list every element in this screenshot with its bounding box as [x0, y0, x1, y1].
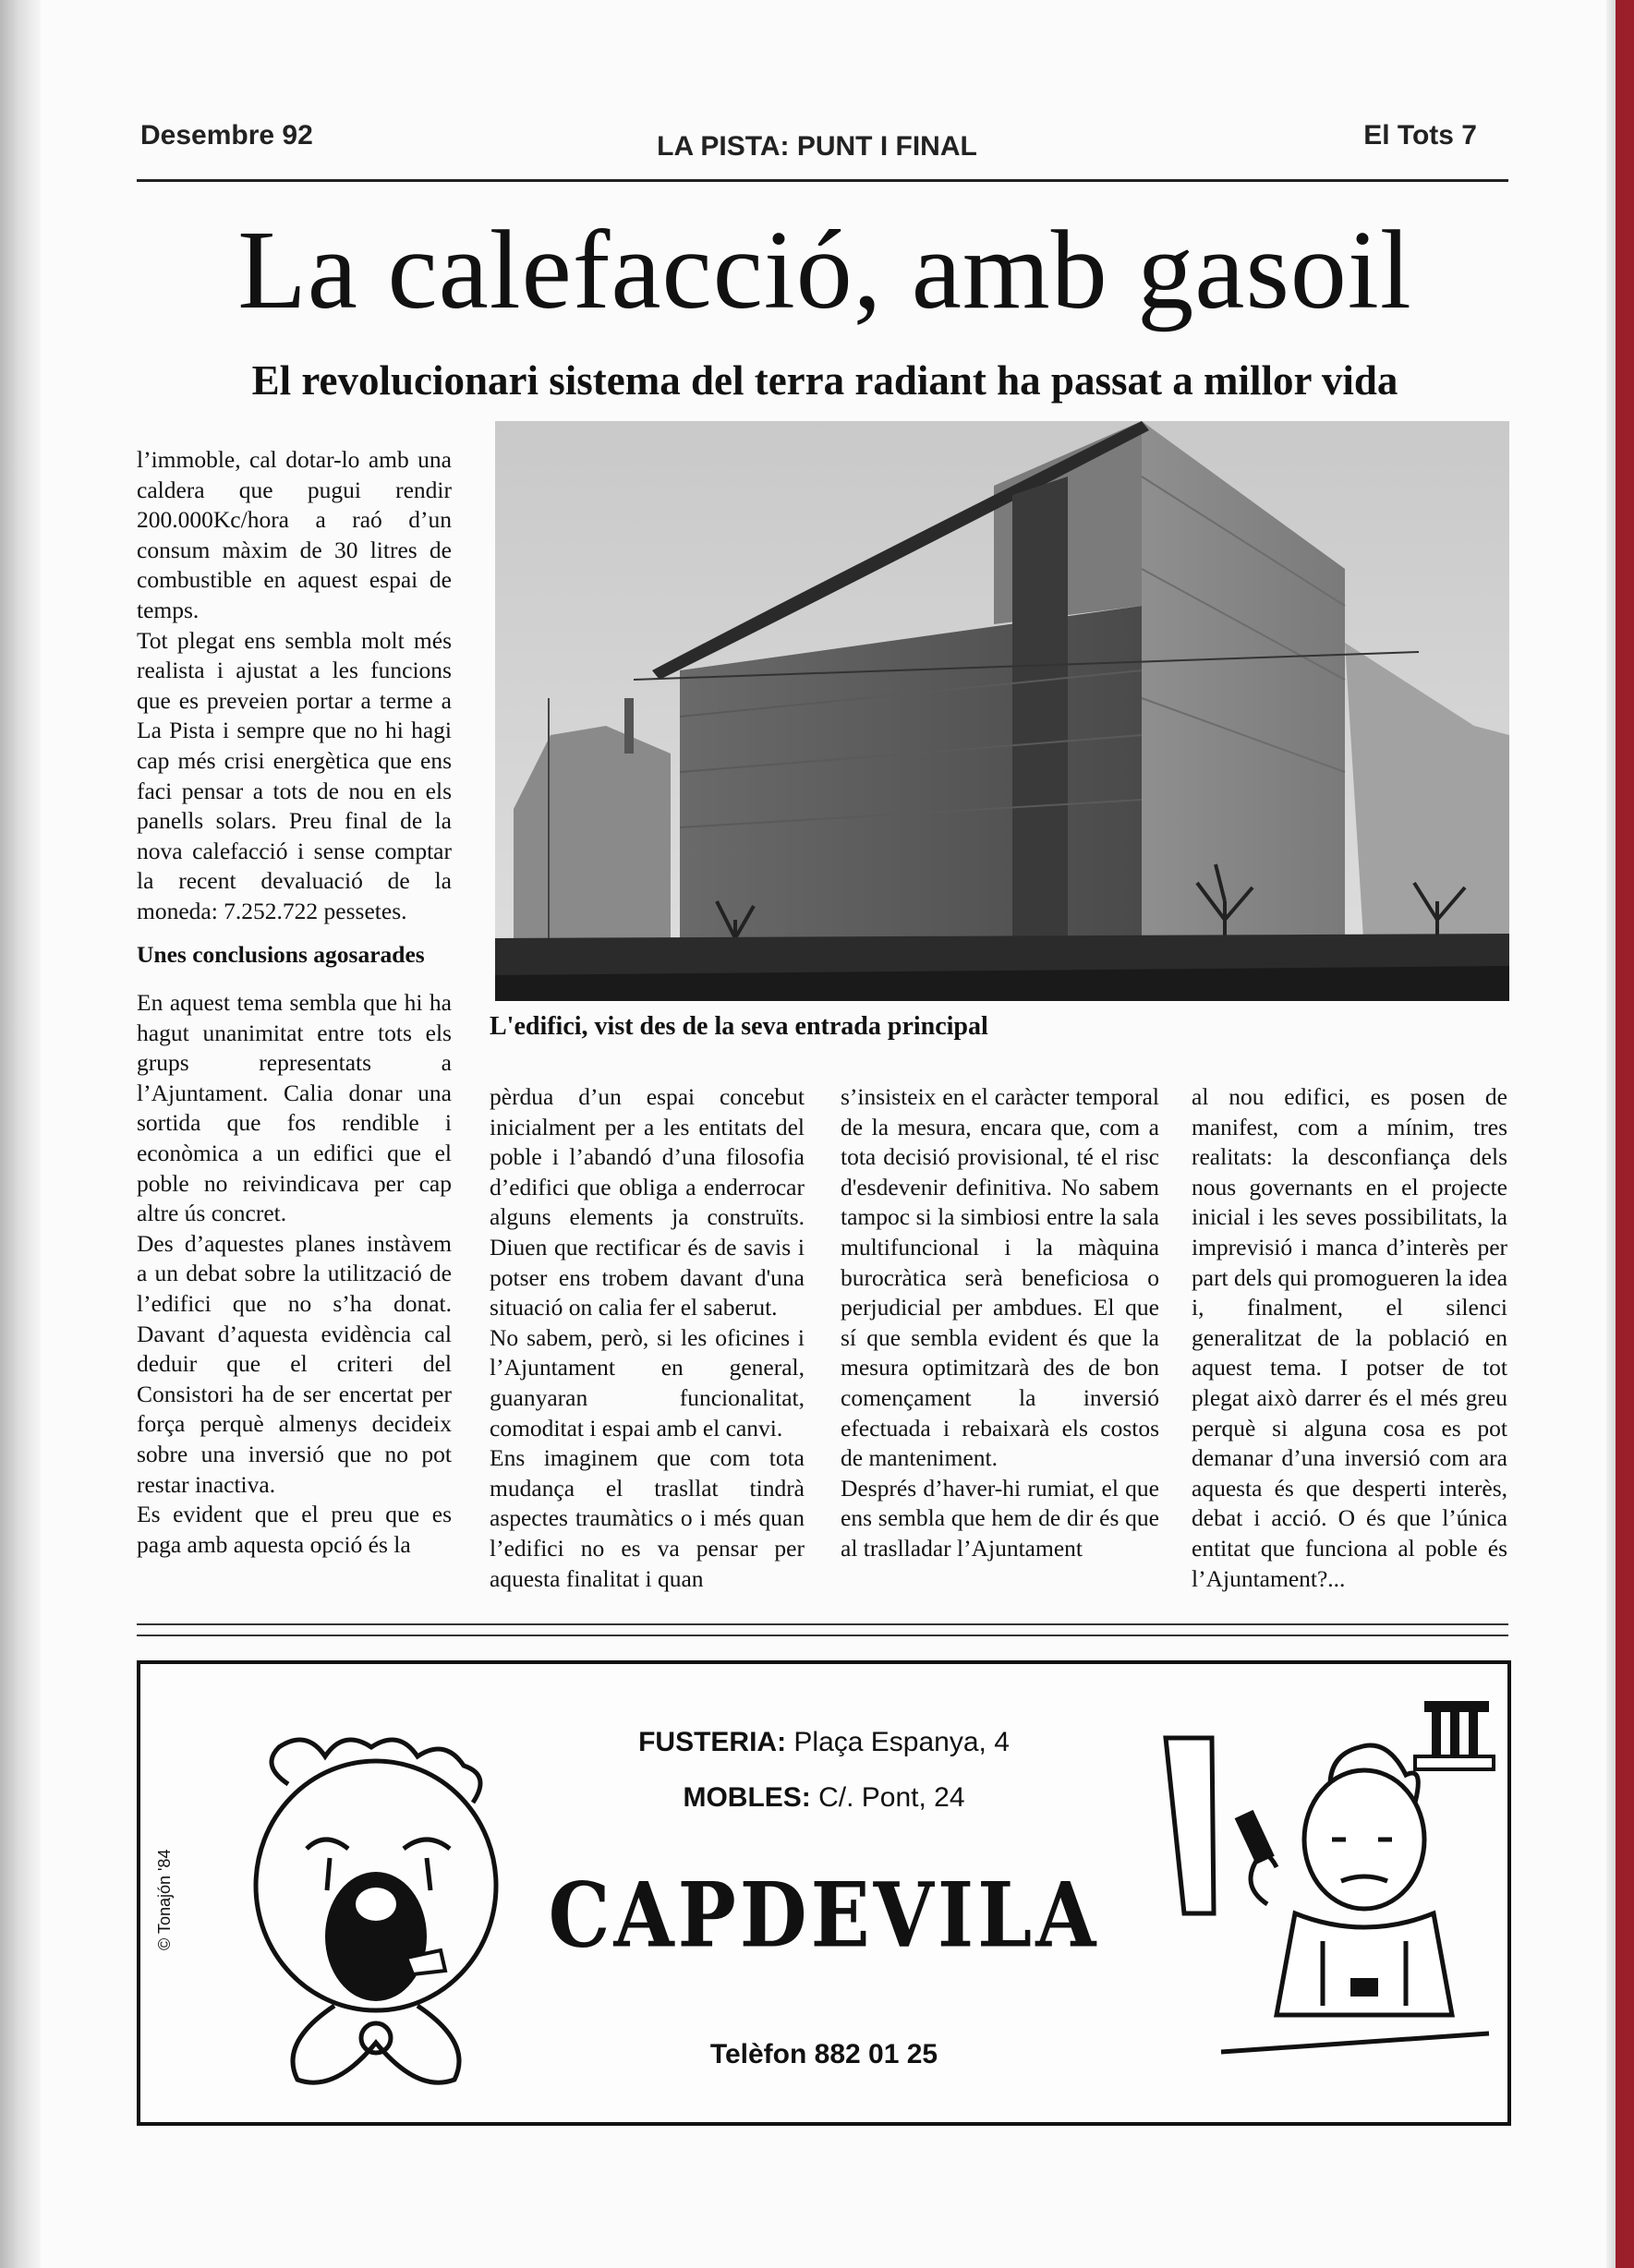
paragraph: l’immoble, cal dotar-lo amb una caldera que pugui rendir 200.000Kc/hora a raó d’un consum màxim de 30 litres de combustible en aquest espai de temps.: [137, 446, 452, 623]
ad-furniture-address: C/. Pont, 24: [810, 1782, 965, 1813]
paragraph: s’insisteix en el caràcter temporal de la mesura, encara que, com a tota decisió provisional, té el risc d'esdevenir definitiva. No sabem tampoc si la simbiosi entre la sala multifuncional i la màquina burocràtica serà beneficiosa o perjudicial per ambdues. El que sí que sembla evident és que la mesura optimitzarà des de bon començament la inversió efectuada i rebaixarà els costos de manteniment.: [841, 1083, 1159, 1472]
paragraph: pèrdua d’un espai concebut inicialment per a les entitats del poble i l’abandó d’una filosofia d’edifici que obliga a enderrocar alguns elements ja construïts. Diuen que rectificar és de savis i potser ens trobem davant d'una situació on calia fer el saberut.: [490, 1083, 805, 1321]
page-edge: [1606, 0, 1616, 2268]
carpenter-illustration: [1156, 1701, 1498, 2089]
paragraph: No sabem, però, si les oficines i l’Ajuntament en general, guanyaran funcionalitat, comoditat i espai amb el canvi.: [490, 1323, 805, 1442]
ad-furniture-label: MOBLES:: [683, 1782, 811, 1813]
paragraph: Es evident que el preu que es paga amb aquesta opció és la: [137, 1501, 452, 1558]
cartoonist-signature: © Tonajón '84: [155, 1849, 174, 1950]
crying-baby-illustration: [224, 1729, 528, 2098]
issue-date: Desembre 92: [140, 120, 313, 151]
ad-phone: Telèfon 882 01 25: [709, 2039, 938, 2069]
article-end-rule: [137, 1635, 1508, 1636]
photo-caption: L'edifici, vist des de la seva entrada principal: [490, 1012, 988, 1041]
page-number: El Tots 7: [1363, 120, 1477, 151]
capdevila-advertisement: [137, 1660, 1511, 2126]
article-column-2: [490, 1082, 805, 1594]
header-rule: [137, 179, 1508, 182]
article-column-3: [841, 1082, 1159, 1564]
page-spine: [0, 0, 41, 2268]
paragraph: Tot plegat ens sembla molt més realista i ajustat a les funcions que es preveien portar a terme a La Pista i sempre que no hi hagi cap més crisi energètica que ens faci pensar a tots de nou en els panells solars. Preu final de la nova calefacció i sense comptar la recent devaluació de la moneda: 7.252.722 pessetes.: [137, 626, 452, 924]
article-subheading: Unes conclusions agosarades: [137, 940, 425, 968]
article-column-4: [1192, 1082, 1507, 1594]
paragraph: Ens imaginem que com tota mudança el trasllat tindrà aspectes traumàtics o i més quan l’edifici no es va pensar per aquesta finalitat i quan: [490, 1444, 805, 1592]
paragraph: En aquest tema sembla que hi ha hagut unanimitat entre tots els grups representats a l’Ajuntament. Calia donar una sortida que fos rendible i econòmica a un edifici que el poble no reivindicava per cap altre ús concret.: [137, 989, 452, 1227]
ad-brand-name: CAPDEVILA: [548, 1862, 1100, 1968]
paragraph: al nou edifici, es posen de manifest, com a mínim, tres realitats: la desconfiança dels nous governants en el projecte inicial i les seves possibilitats, la imprevisió i manca d’interès per part dels qui promogueren la idea i, finalment, el silenci generalitzat de la població en aquest tema. I potser de tot plegat això darrer és el més greu perquè si alguna cosa es pot demanar d’una inversió com ara aquesta és que desperti interès, debat i acció. O és que l’única entitat que funciona al poble és l’Ajuntament?...: [1192, 1083, 1508, 1592]
section-title: LA PISTA: PUNT I FINAL: [657, 131, 977, 162]
article-subheadline: El revolucionari sistema del terra radiant ha passat a millor vida: [251, 357, 1398, 404]
paragraph: Des d’aquestes planes instàvem a un debat sobre la utilització de l’edifici que no s’ha donat. Davant d’aquesta evidència cal deduir que el criteri del Consistori ha de ser encertat per força perquè almenys decideix sobre una inversió que no pot restar inactiva.: [137, 1229, 452, 1498]
article-headline: La calefacció, amb gasoil: [237, 208, 1412, 332]
article-column-1: [137, 445, 452, 1560]
page-edge-red: [1616, 0, 1634, 2268]
ad-carpentry-label: FUSTERIA:: [638, 1727, 787, 1757]
article-end-rule: [137, 1623, 1508, 1625]
paragraph: Després d’haver-hi rumiat, el que ens sembla que hem de dir és que al traslladar l’Ajuntament: [841, 1474, 1159, 1562]
building-photo: [495, 421, 1509, 1001]
ad-carpentry-address: Plaça Espanya, 4: [786, 1727, 1010, 1757]
